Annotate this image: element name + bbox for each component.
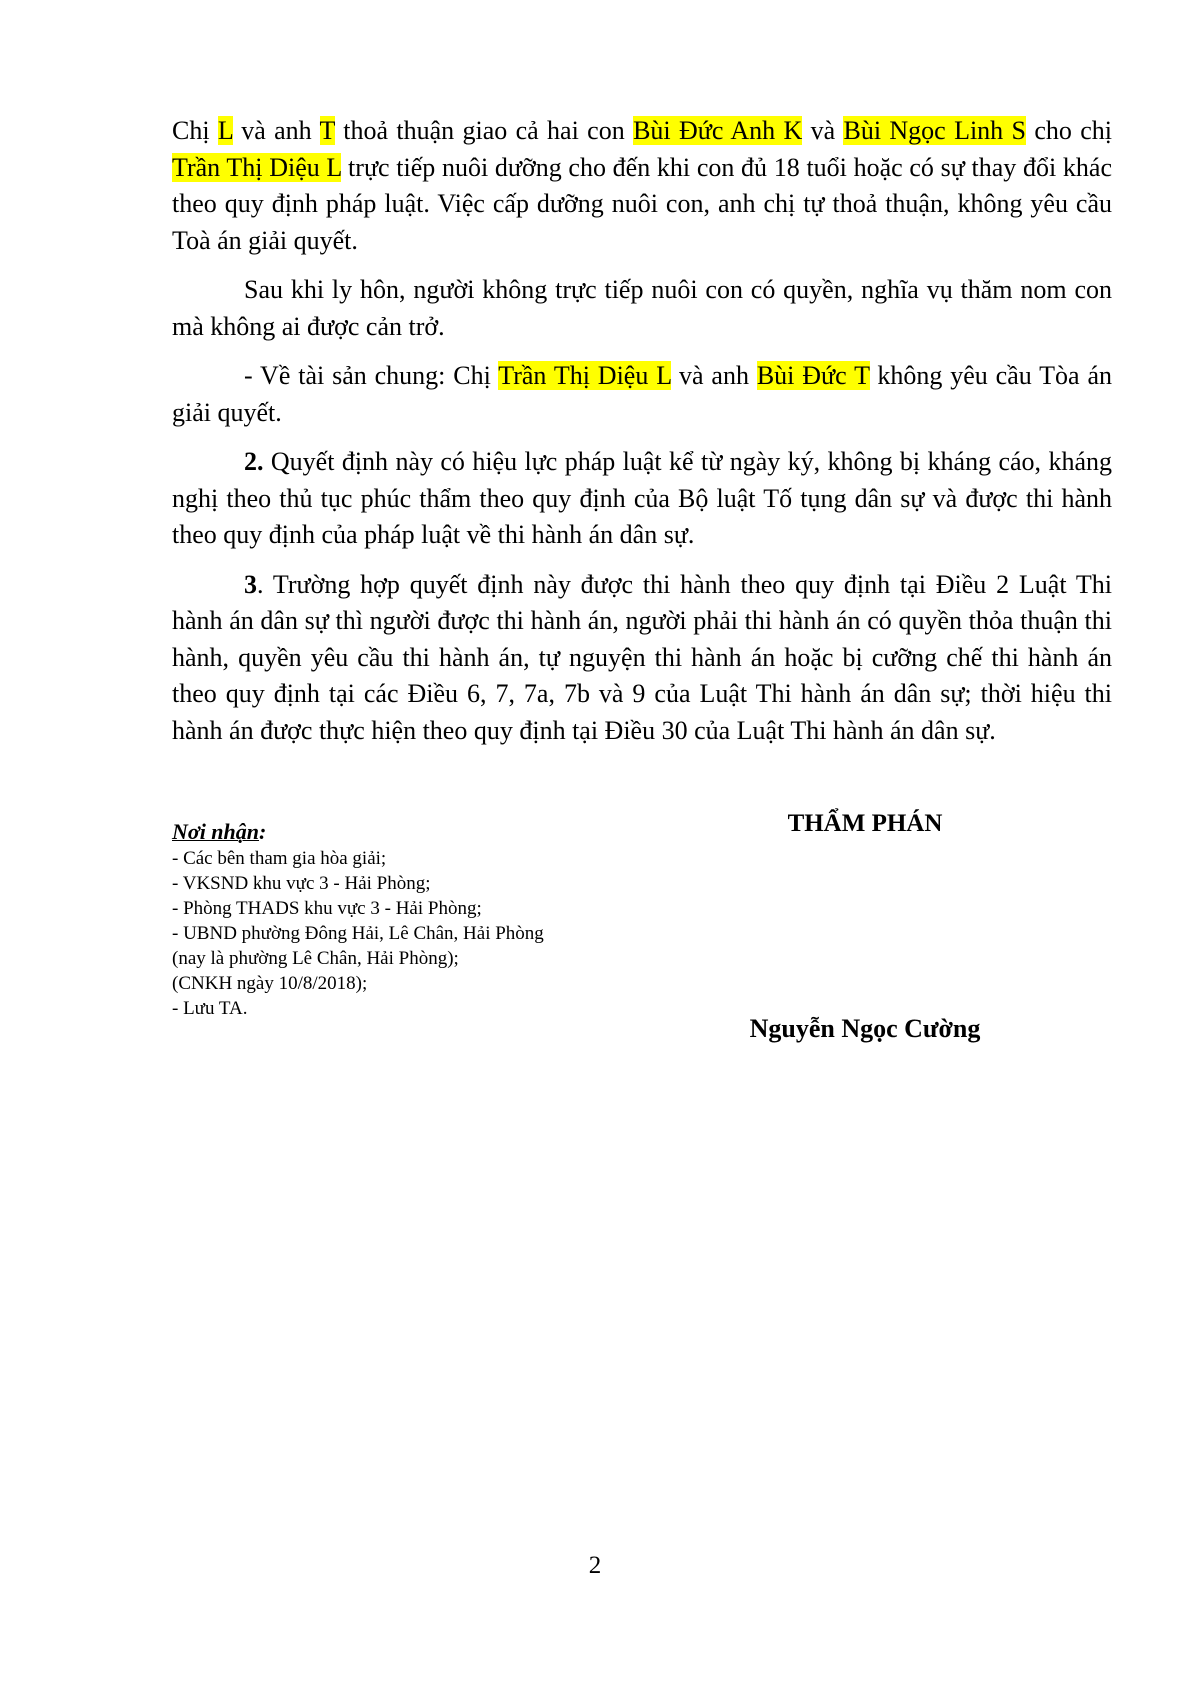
page-number: 2: [588, 1552, 602, 1579]
signature-block: [700, 808, 1030, 1043]
text-run: cho chị: [1025, 116, 1112, 145]
text-run: - Về tài sản chung: Chị: [244, 361, 499, 390]
text-run: thoả thuận giao cả hai con: [334, 116, 634, 145]
text-run: không yêu cầu Tòa án giải quyết.: [172, 361, 1112, 427]
recipient-item: - Lưu TA.: [172, 998, 248, 1019]
recipient-item: (CNKH ngày 10/8/2018);: [172, 973, 368, 994]
recipients-heading-line: [172, 818, 572, 846]
property-paragraph: [172, 358, 1112, 431]
highlighted-name: Bùi Đức Anh K: [633, 116, 803, 145]
clause-number: 3: [244, 569, 257, 599]
text-run: và anh: [232, 116, 320, 145]
recipient-item: - VKSND khu vực 3 - Hải Phòng;: [172, 873, 431, 894]
text-run: và anh: [671, 361, 757, 390]
highlighted-name: L: [217, 116, 233, 145]
highlighted-name: T: [319, 116, 335, 145]
signer-name: Nguyễn Ngọc Cường: [749, 1014, 981, 1043]
text-run: và: [802, 116, 844, 145]
signature-title: THẨM PHÁN: [787, 810, 943, 837]
recipient-item: - UBND phường Đông Hải, Lê Chân, Hải Phòng (nay là phường Lê Chân, Hải Phòng);: [172, 923, 544, 969]
enforcement-paragraph: [172, 567, 1112, 750]
recipients-block: [172, 818, 572, 1021]
decision-body: [172, 113, 1112, 762]
highlighted-name: Bùi Ngọc Linh S: [843, 116, 1026, 145]
recipients-heading-colon: :: [259, 819, 267, 844]
highlighted-name: Trần Thị Diệu L: [498, 361, 672, 390]
visitation-paragraph: Sau khi ly hôn, người không trực tiếp nuôi con có quyền, nghĩa vụ thăm nom con mà không ai được cản trở.: [172, 275, 1112, 341]
recipients-heading: Nơi nhận: [172, 819, 260, 844]
highlighted-name: Bùi Đức T: [756, 361, 870, 390]
text-run: Quyết định này có hiệu lực pháp luật kể từ ngày ký, không bị kháng cáo, kháng nghị theo thủ tục phúc thẩm theo quy định của Bộ luật Tố tụng dân sự và được thi hành theo quy định của pháp luật về thi hành án dân sự.: [172, 447, 1112, 549]
text-run: . Trường hợp quyết định này được thi hành theo quy định tại Điều 2 Luật Thi hành án dân sự thì người được thi hành án, người phải thi hành án có quyền thỏa thuận thi hành, quyền yêu cầu thi hành án, tự nguyện thi hành án hoặc bị cưỡng chế thi hành án theo quy định tại các Điều 6, 7, 7a, 7b và 9 của Luật Thi hành án dân sự; thời hiệu thi hành án được thực hiện theo quy định tại Điều 30 của Luật Thi hành án dân sự.: [172, 569, 1112, 745]
text-run: trực tiếp nuôi dưỡng cho đến khi con đủ 18 tuổi hoặc có sự thay đổi khác theo quy định pháp luật. Việc cấp dưỡng nuôi con, anh chị tự thoả thuận, không yêu cầu Toà án giải quyết.: [172, 152, 1112, 255]
recipient-item: - Các bên tham gia hòa giải;: [172, 848, 387, 869]
highlighted-name: Trần Thị Diệu L: [172, 152, 342, 182]
effect-paragraph: [172, 444, 1112, 554]
text-run: Chị: [172, 116, 218, 145]
recipient-item: - Phòng THADS khu vực 3 - Hải Phòng;: [172, 898, 482, 919]
custody-paragraph: [172, 113, 1112, 259]
clause-number: 2.: [244, 447, 264, 476]
